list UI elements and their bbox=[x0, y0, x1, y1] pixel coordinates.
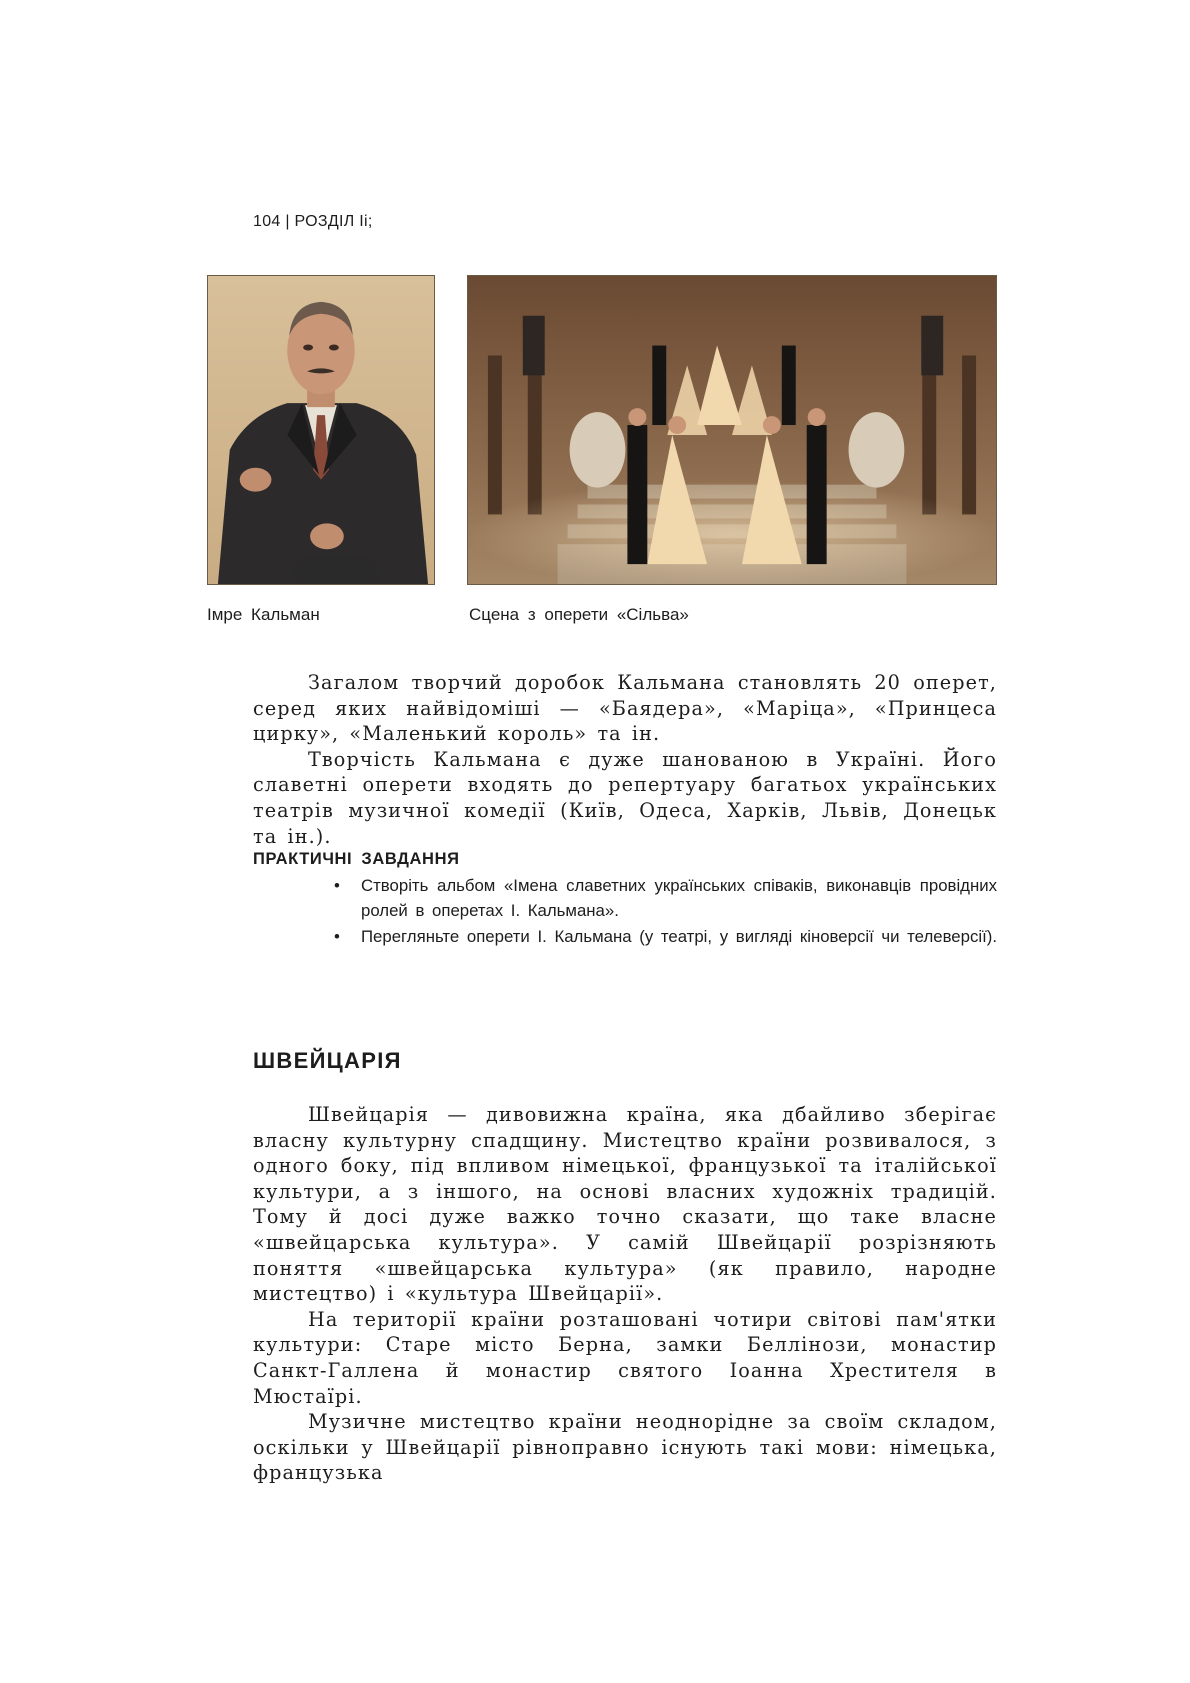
task-item bbox=[334, 925, 997, 950]
portrait-caption: Імре Кальман bbox=[207, 605, 320, 624]
bullet: • bbox=[334, 927, 340, 946]
paragraph: Швейцарія — дивовижна країна, яка дбайливо зберігає власну культурну спадщину. Мистецтво країни розвивалося, з одного боку, під впливом німецької, французької та італійської культури, а з іншого, на основі власних художніх традицій. Тому й досі дуже важко точно сказати, що таке власне «швейцарська культура». У самій Швейцарії розрізняють поняття «швейцарська культура» (як правило, народне мистецтво) і «культура Швейцарії». bbox=[253, 1103, 997, 1306]
task-item bbox=[334, 874, 997, 923]
tasks-heading: ПРАКТИЧНІ ЗАВДАННЯ bbox=[253, 850, 460, 868]
section-title: ШВЕЙЦАРІЯ bbox=[253, 1048, 402, 1073]
operetta-scene-photo bbox=[467, 275, 997, 585]
intro-text bbox=[253, 670, 997, 849]
section-text bbox=[253, 1102, 997, 1486]
running-head: 104 | РОЗДІЛ Іі; bbox=[253, 213, 373, 230]
paragraph: Творчість Кальмана є дуже шанованою в Україні. Його славетні оперети входять до репертуару багатьох українських театрів музичної комедії (Київ, Одеса, Харків, Львів, Донецьк та ін.). bbox=[253, 747, 997, 848]
bullet: • bbox=[334, 876, 340, 895]
scene-caption: Сцена з оперети «Сільва» bbox=[469, 605, 689, 624]
paragraph: Загалом творчий доробок Кальмана становлять 20 оперет, серед яких найвідоміші — «Баядера», «Маріца», «Принцеса цирку», «Маленький король» та ін. bbox=[253, 671, 997, 746]
tasks-list bbox=[334, 874, 997, 952]
portrait-photo-kalman bbox=[207, 275, 435, 585]
task-text: Створіть альбом «Імена славетних українських співаків, виконавців провідних ролей в оперетах І. Кальмана». bbox=[361, 876, 997, 920]
paragraph: Музичне мистецтво країни неоднорідне за своїм складом, оскільки у Швейцарії рівноправно існують такі мови: німецька, французька bbox=[253, 1410, 997, 1485]
task-text: Перегляньте оперети І. Кальмана (у театрі, у вигляді кіноверсії чи телеверсії). bbox=[361, 927, 997, 946]
paragraph: На території країни розташовані чотири світові пам'ятки культури: Старе місто Берна, замки Беллінози, монастир Санкт-Галлена й монастир святого Іоанна Хрестителя в Мюстаїрі. bbox=[253, 1307, 997, 1408]
